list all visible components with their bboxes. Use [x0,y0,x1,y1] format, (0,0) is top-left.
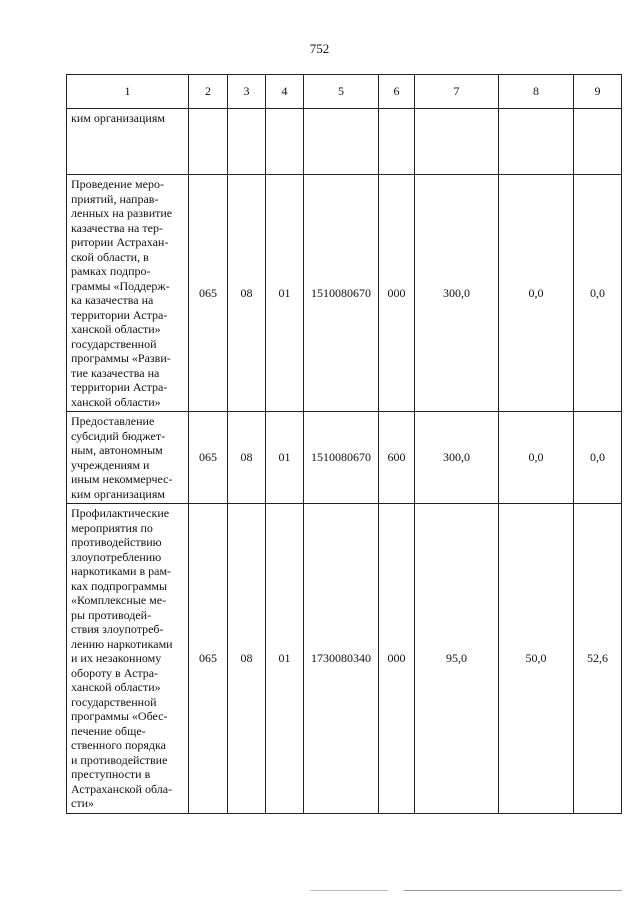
cell-code-5: 1730080340 [304,504,379,814]
cell-code-3: 08 [228,175,266,412]
cell-amount-9: 52,6 [574,504,622,814]
cell-code-4 [266,109,304,175]
cell-amount-9 [574,109,622,175]
column-header: 7 [415,75,499,109]
row-description: ким организациям [67,109,189,175]
cell-code-6: 000 [379,175,415,412]
scan-artifact-line [310,890,622,891]
cell-code-6: 000 [379,504,415,814]
column-header: 3 [228,75,266,109]
cell-code-5: 1510080670 [304,175,379,412]
cell-code-4: 01 [266,175,304,412]
cell-amount-7: 300,0 [415,412,499,504]
cell-code-5 [304,109,379,175]
row-description: Предоставление субсидий бюджет- ным, автономным учреждениям и иным некоммерчес- ким организациям [67,412,189,504]
column-header: 2 [189,75,228,109]
cell-amount-8: 0,0 [499,175,574,412]
cell-code-6 [379,109,415,175]
table-row [67,175,622,412]
table-row [67,109,622,175]
cell-amount-8 [499,109,574,175]
cell-code-2 [189,109,228,175]
cell-amount-7 [415,109,499,175]
column-header: 1 [67,75,189,109]
cell-code-5: 1510080670 [304,412,379,504]
column-header: 8 [499,75,574,109]
column-header: 6 [379,75,415,109]
column-header: 9 [574,75,622,109]
table-header-row [67,75,622,109]
cell-amount-7: 95,0 [415,504,499,814]
column-header: 5 [304,75,379,109]
cell-code-3: 08 [228,412,266,504]
table-row [67,504,622,814]
cell-amount-9: 0,0 [574,175,622,412]
cell-amount-7: 300,0 [415,175,499,412]
cell-code-2: 065 [189,504,228,814]
cell-code-3 [228,109,266,175]
cell-code-3: 08 [228,504,266,814]
cell-code-4: 01 [266,504,304,814]
cell-amount-8: 50,0 [499,504,574,814]
cell-code-2: 065 [189,412,228,504]
cell-amount-9: 0,0 [574,412,622,504]
cell-amount-8: 0,0 [499,412,574,504]
column-header: 4 [266,75,304,109]
row-description: Профилактические мероприятия по противодействию злоупотреблению наркотиками в рам- ках подпрограммы «Комплексные ме- ры противодей- ствия злоупотреб- лению наркотиками и их незаконному обороту в Астра- ханской области» государственной программы «Обес- печение обще- ственного порядка и противодействие преступности в Астраханской обла- сти» [67,504,189,814]
table-row [67,412,622,504]
page-number: 752 [309,41,330,56]
budget-table [66,74,622,814]
cell-code-6: 600 [379,412,415,504]
cell-code-4: 01 [266,412,304,504]
cell-code-2: 065 [189,175,228,412]
row-description: Проведение меро- приятий, направ- ленных на развитие казачества на тер- ритории Астрахан- ской области, в рамках подпро- граммы «Поддерж- ка казачества на территории Астра- ханской области» государственной программы «Разви- тие казачества на территории Астра- ханской области» [67,175,189,412]
